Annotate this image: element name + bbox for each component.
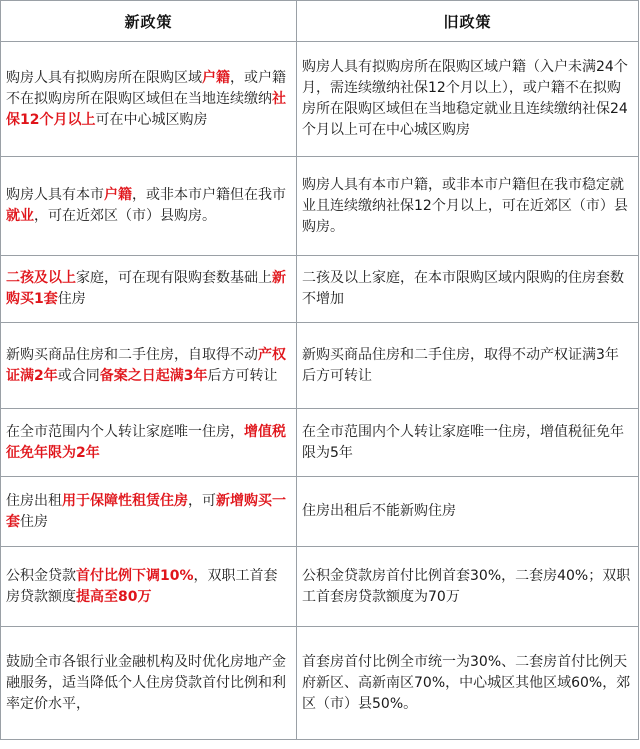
policy-text: ，可 [188,492,216,509]
policy-text: 家庭，可在现有限购套数基础上 [76,270,272,286]
table-row [1,323,639,409]
table-row [1,42,639,157]
highlighted-text: 新增购买一套 [6,492,286,530]
table-row [1,477,639,547]
policy-text: ，双职工首套房贷款额度 [6,567,278,605]
old-policy-cell: 首套房首付比例全市统一为30%、二套房首付比例天府新区、高新南区70%，中心城区其他区域60%，郊区（市）县50%。 [297,627,639,740]
highlighted-text: 户籍 [104,187,132,203]
policy-text: 可在中心城区购房 [95,111,208,128]
old-policy-cell: 公积金贷款房首付比例首套30%，二套房40%；双职工首套房贷款额度为70万 [297,547,639,627]
new-policy-cell [1,547,297,627]
policy-text: 住房 [20,513,48,530]
policy-text: 公积金贷款 [6,567,76,584]
old-policy-cell: 购房人具有拟购房所在限购区域户籍（入户未满24个月，需连续缴纳社保12个月以上），或户籍不在拟购房所在限购区域但在当地稳定就业且连续缴纳社保24个月以上可在中心城区购房 [297,42,639,157]
old-policy-cell: 二孩及以上家庭，在本市限购区域内限购的住房套数不增加 [297,256,639,323]
old-policy-header: 旧政策 [297,1,639,42]
table-row [1,627,639,740]
policy-text: 购房人具有拟购房所在限购区域 [6,69,202,86]
policy-text: 后方可转让 [207,367,278,384]
policy-text: 新购买商品住房和二手住房，自取得不动 [6,346,258,363]
policy-text: 或合同 [57,367,100,384]
new-policy-cell [1,627,297,740]
table-row [1,157,639,256]
highlighted-text: 首付比例下调10% [76,567,194,584]
policy-text: 鼓励全市各银行业金融机构及时优化房地产金融服务，适当降低个人住房贷款首付比例和利率定价水平， [6,653,286,712]
highlighted-text: 产权证满2年 [6,346,286,384]
highlighted-text: 用于保障性租赁住房 [62,492,188,509]
highlighted-text: 增值税征免年限为2年 [6,423,286,461]
table-header-row [1,1,639,42]
policy-text: 住房出租 [6,492,62,509]
table-row [1,547,639,627]
new-policy-cell [1,256,297,323]
new-policy-cell [1,409,297,477]
old-policy-cell: 购房人具有本市户籍，或非本市户籍但在我市稳定就业且连续缴纳社保12个月以上，可在近郊区（市）县购房。 [297,157,639,256]
highlighted-text: 二孩及以上 [6,270,76,286]
new-policy-cell [1,42,297,157]
policy-text: 在全市范围内个人转让家庭唯一住房， [6,423,244,440]
table-row [1,409,639,477]
highlighted-text: 户籍 [202,69,230,86]
new-policy-header: 新政策 [1,1,297,42]
highlighted-text: 提高至80万 [76,588,152,605]
old-policy-cell: 新购买商品住房和二手住房，取得不动产权证满3年后方可转让 [297,323,639,409]
new-policy-cell [1,477,297,547]
highlighted-text: 社保12个月以上 [6,90,286,128]
new-policy-cell [1,323,297,409]
policy-text: ，或户籍不在拟购房所在限购区域但在当地连续缴纳 [6,69,286,107]
policy-text: 购房人具有本市 [6,187,104,203]
old-policy-cell: 在全市范围内个人转让家庭唯一住房，增值税征免年限为5年 [297,409,639,477]
table-row [1,256,639,323]
highlighted-text: 新购买1套 [6,270,286,307]
highlighted-text: 备案之日起满3年 [99,367,208,384]
new-policy-cell [1,157,297,256]
policy-text: ，或非本市户籍但在我市 [132,187,286,203]
old-policy-cell: 住房出租后不能新购住房 [297,477,639,547]
policy-text: 住房 [57,291,86,307]
highlighted-text: 就业 [6,208,34,224]
policy-text: ，可在近郊区（市）县购房。 [34,208,216,224]
